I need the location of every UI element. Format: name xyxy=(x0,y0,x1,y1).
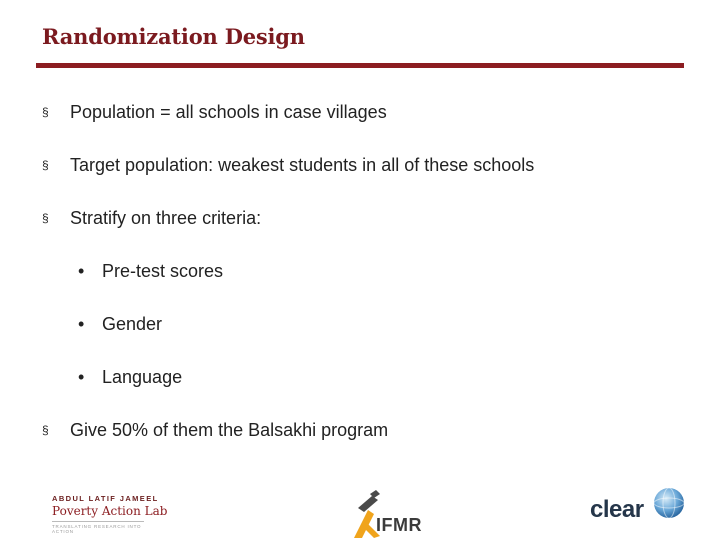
bullet-text: Stratify on three criteria: xyxy=(70,208,262,228)
bullet-item xyxy=(42,208,261,229)
square-bullet-icon: § xyxy=(42,105,49,119)
jpal-logo xyxy=(52,494,172,534)
square-bullet-icon: § xyxy=(42,158,49,172)
bullet-item xyxy=(42,155,534,176)
round-bullet-icon: • xyxy=(78,314,85,334)
bullet-text: Give 50% of them the Balsakhi program xyxy=(70,420,389,440)
sub-bullet-text: Pre-test scores xyxy=(102,261,224,281)
sub-bullet-item xyxy=(78,261,223,282)
bullet-text: Population = all schools in case villages xyxy=(70,102,387,122)
square-bullet-icon: § xyxy=(42,211,49,225)
sub-bullet-item xyxy=(78,367,182,388)
ifmr-logo-text: IFMR xyxy=(376,515,422,535)
bullet-item xyxy=(42,102,387,123)
bullet-item xyxy=(42,420,388,441)
slide-title: Randomization Design xyxy=(42,24,305,49)
footer-logos xyxy=(0,480,720,540)
title-divider xyxy=(36,63,684,68)
clear-logo-text: clear xyxy=(590,496,644,523)
jpal-logo-line1: ABDUL LATIF JAMEEL xyxy=(52,494,159,503)
sub-bullet-text: Language xyxy=(102,367,183,387)
round-bullet-icon: • xyxy=(78,261,85,281)
square-bullet-icon: § xyxy=(42,423,49,437)
clear-logo xyxy=(590,486,690,538)
sub-bullet-text: Gender xyxy=(102,314,163,334)
jpal-logo-line2: Poverty Action Lab xyxy=(52,504,168,518)
jpal-logo-line3: TRANSLATING RESEARCH INTO ACTION xyxy=(52,521,144,534)
globe-icon xyxy=(652,486,686,520)
round-bullet-icon: • xyxy=(78,367,85,387)
ifmr-logo xyxy=(352,488,452,538)
sub-bullet-item xyxy=(78,314,162,335)
bullet-text: Target population: weakest students in all of these schools xyxy=(70,155,535,175)
